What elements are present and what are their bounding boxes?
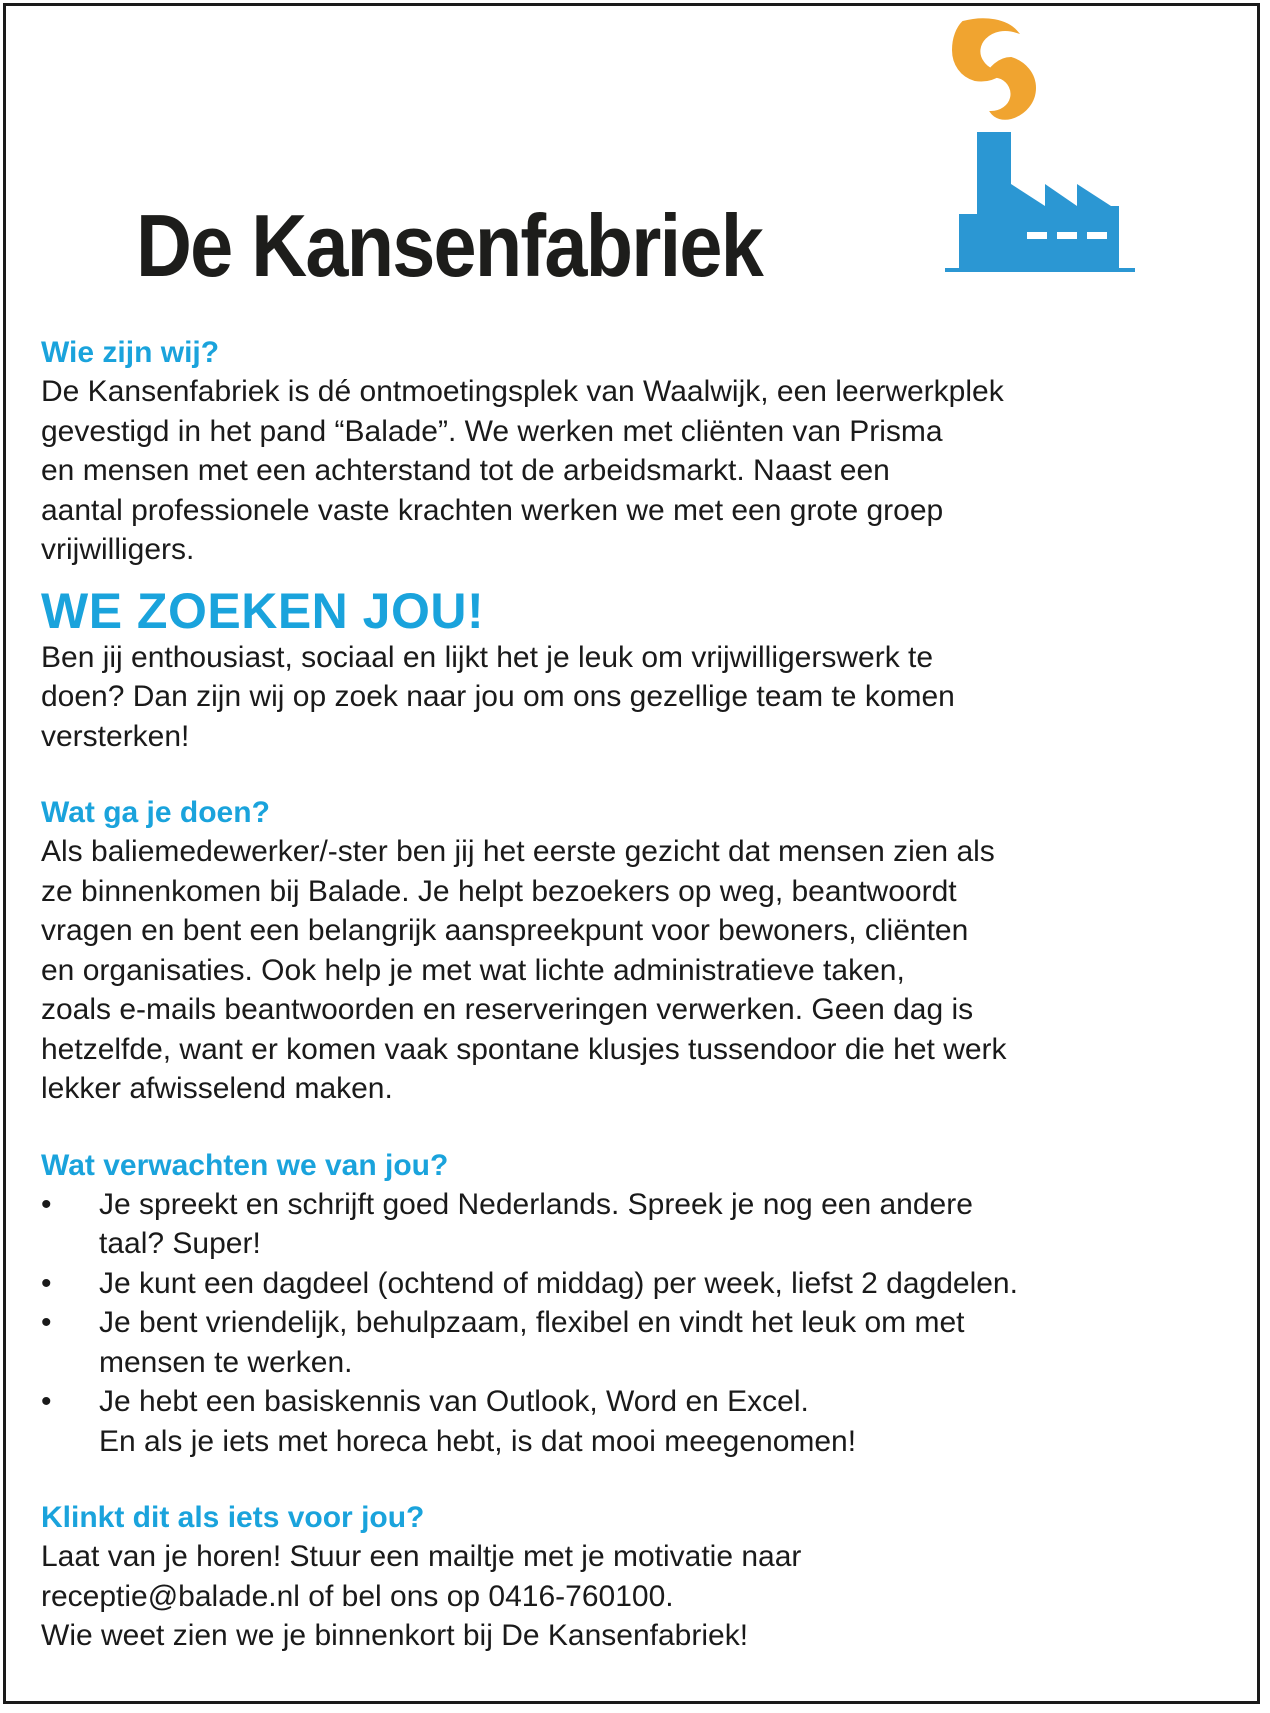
section-tasks	[41, 794, 1241, 1109]
section-expect	[41, 1147, 1241, 1462]
heading-expect: Wat verwachten we van jou?	[41, 1148, 449, 1182]
heading-we-zoeken-jou: WE ZOEKEN JOU!	[41, 582, 485, 639]
list-item: • Je bent vriendelijk, behulpzaam, flexibel en vindt het leuk om met mensen te werken.	[41, 1303, 1241, 1382]
heading-tasks: Wat ga je doen?	[41, 796, 270, 829]
heading-who: Wie zijn wij?	[41, 336, 220, 369]
search-text: Ben jij enthousiast, sociaal en lijkt het je leuk om vrijwilligerswerk te doen? Dan zijn wij op zoek naar jou om ons gezellige team te komen versterken!	[41, 640, 955, 753]
factory-body	[945, 184, 1135, 272]
bullet-icon: •	[41, 1385, 52, 1418]
bullet-icon: •	[41, 1306, 52, 1339]
header	[0, 0, 1264, 320]
content	[41, 334, 1241, 1656]
brand-title: De Kansenfabriek	[136, 196, 763, 295]
contact-text: Laat van je horen! Stuur een mailtje met je motivatie naar receptie@balade.nl of bel ons op 0416-760100. Wie weet zien we je binnenkort bij De Kansenfabriek!	[41, 1540, 802, 1652]
list-item: • Je kunt een dagdeel (ochtend of middag) per week, liefst 2 dagdelen.	[41, 1264, 1241, 1304]
lower-hand-flame	[985, 58, 1035, 119]
heading-contact: Klinkt dit als iets voor jou?	[41, 1501, 425, 1534]
section-contact	[41, 1499, 1241, 1656]
who-text: De Kansenfabriek is dé ontmoetingsplek van Waalwijk, een leerwerkplek gevestigd in het pand “Balade”. We werken met cliënten van Prisma en mensen met een achterstand tot de arbeidsmarkt. Naast een aantal professionele vaste krachten werken we met een grote groep vrijwilligers.	[41, 375, 1004, 566]
tasks-text: Als baliemedewerker/-ster ben jij het eerste gezicht dat mensen zien als ze binnenkomen bij Balade. Je helpt bezoekers op weg, beantwoordt vragen en bent een belangrijk aanspreekpunt voor bewoners, cliënten en organisaties. Ook help je met wat lichte administratieve taken, zoals e-mails beantwoorden en reserveringen verwerken. Geen dag is hetzelfde, want er komen vaak spontane klusjes tussendoor die het werk lekker afwisselend maken.	[41, 835, 1007, 1105]
bullet-icon: •	[41, 1266, 52, 1300]
section-who	[41, 334, 1241, 570]
factory-with-flame-hands-icon	[945, 14, 1135, 304]
section-search	[41, 584, 1241, 757]
bullet-icon: •	[41, 1187, 52, 1221]
list-item: • Je spreekt en schrijft goed Nederlands. Spreek je nog een andere taal? Super!	[41, 1185, 1241, 1264]
list-item: • Je hebt een basiskennis van Outlook, Word en Excel. En als je iets met horeca hebt, is dat mooi meegenomen!	[41, 1382, 1241, 1461]
requirements-list	[41, 1185, 1241, 1462]
